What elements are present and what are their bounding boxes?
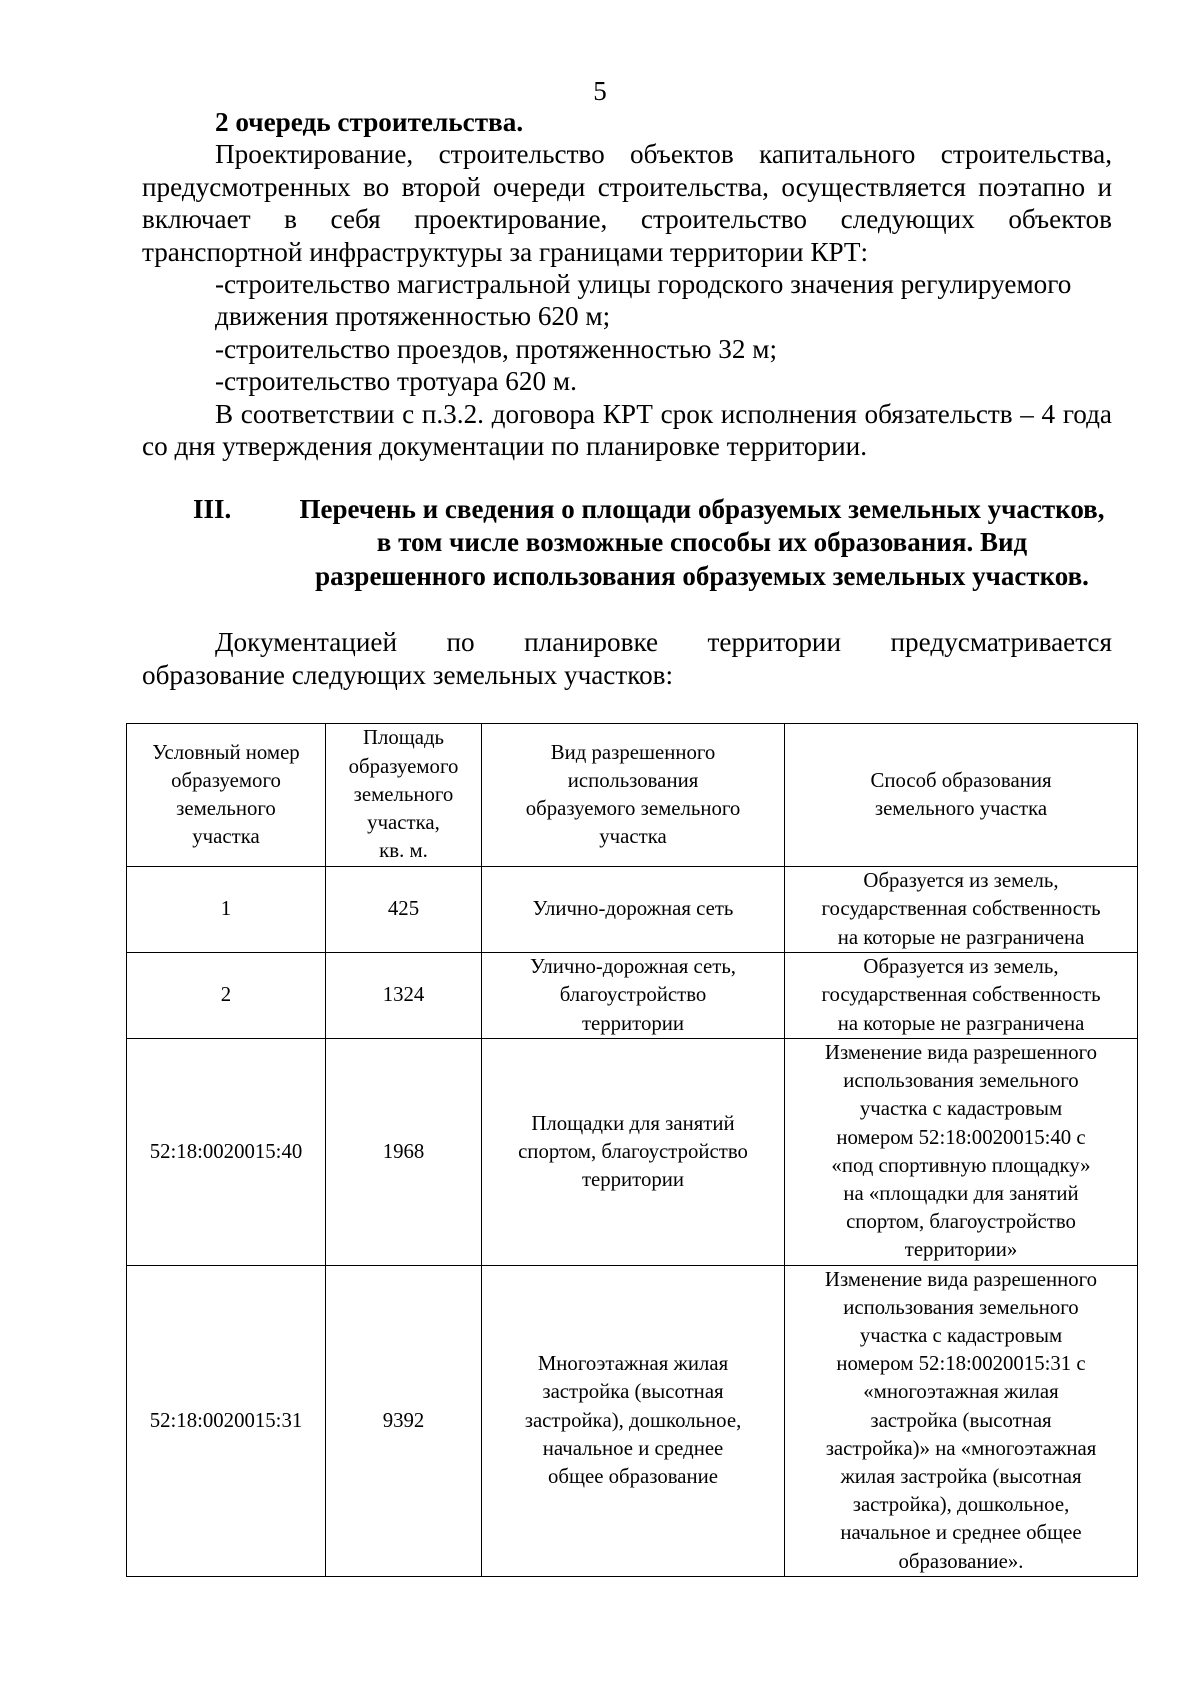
table-row <box>127 1039 1138 1266</box>
cell-area: 425 <box>326 867 482 953</box>
stage-paragraph: Проектирование, строительство объектов капитального строительства, предусмотренных во второй очереди строительства, осуществляется поэтапно и включает в себя проектирование, строительство следующих объектов транспортной инфраструктуры за границами территории КРТ: <box>142 139 1112 267</box>
cell-number: 2 <box>127 953 326 1039</box>
cell-area: 9392 <box>326 1265 482 1576</box>
cell-use: Улично-дорожная сеть <box>482 867 785 953</box>
intro-line: Документацией по планировке территории предусматривается <box>215 627 1112 657</box>
stage-item: -строительство магистральной улицы городского значения регулируемого движения протяженностью 620 м; <box>215 269 1072 332</box>
stage-item: -строительство проездов, протяженностью 32 м; <box>215 333 778 364</box>
section-title-line: Перечень и сведения о площади образуемых земельных участков, <box>299 494 1105 524</box>
cell-method: Изменение вида разрешенного использования земельного участка с кадастровым номером 52:18:0020015:31 с «многоэтажная жилая застройка (высотная застройка)» на «многоэтажная жилая застройка (высотная застройка), дошкольное, начальное и среднее общее образование». <box>785 1265 1138 1576</box>
section-heading <box>142 493 1112 593</box>
table-row <box>127 953 1138 1039</box>
cell-use: Улично-дорожная сеть, благоустройство территории <box>482 953 785 1039</box>
header-cell-method: Способ образования земельного участка <box>785 724 1138 867</box>
cell-method: Изменение вида разрешенного использования земельного участка с кадастровым номером 52:18:0020015:40 с «под спортивную площадку» на «площадки для занятий спортом, благоустройство территории» <box>785 1039 1138 1266</box>
cell-method: Образуется из земель, государственная собственность на которые не разграничена <box>785 867 1138 953</box>
section-title-line: разрешенного использования образуемых земельных участков. <box>315 560 1089 591</box>
cell-area: 1968 <box>326 1039 482 1266</box>
header-cell-number: Условный номер образуемого земельного участка <box>127 724 326 867</box>
parcels-table <box>126 723 1138 1577</box>
cell-method: Образуется из земель, государственная собственность на которые не разграничена <box>785 953 1138 1039</box>
cell-area: 1324 <box>326 953 482 1039</box>
header-cell-use: Вид разрешенного использования образуемого земельного участка <box>482 724 785 867</box>
cell-use: Площадки для занятий спортом, благоустройство территории <box>482 1039 785 1266</box>
deadline-paragraph: В соответствии с п.3.2. договора КРТ срок исполнения обязательств – 4 года со дня утверждения документации по планировке территории. <box>142 398 1112 462</box>
cell-number: 52:18:0020015:40 <box>127 1039 326 1266</box>
header-cell-area: Площадь образуемого земельного участка, кв. м. <box>326 724 482 867</box>
section-number: III. <box>193 494 232 524</box>
table-row <box>127 867 1138 953</box>
cell-number: 52:18:0020015:31 <box>127 1265 326 1576</box>
section-title-line: в том числе возможные способы их образования. Вид <box>376 527 1028 558</box>
page-number: 5 <box>593 76 607 106</box>
intro-line: образование следующих земельных участков: <box>142 659 674 690</box>
stage-block <box>142 106 1112 462</box>
table-row <box>127 1265 1138 1576</box>
table-header-row <box>127 724 1138 867</box>
stage-heading: 2 очередь строительства. <box>215 107 524 137</box>
cell-number: 1 <box>127 867 326 953</box>
stage-item: -строительство тротуара 620 м. <box>215 366 577 397</box>
cell-use: Многоэтажная жилая застройка (высотная застройка), дошкольное, начальное и среднее общее образование <box>482 1265 785 1576</box>
intro-block <box>142 626 1112 691</box>
